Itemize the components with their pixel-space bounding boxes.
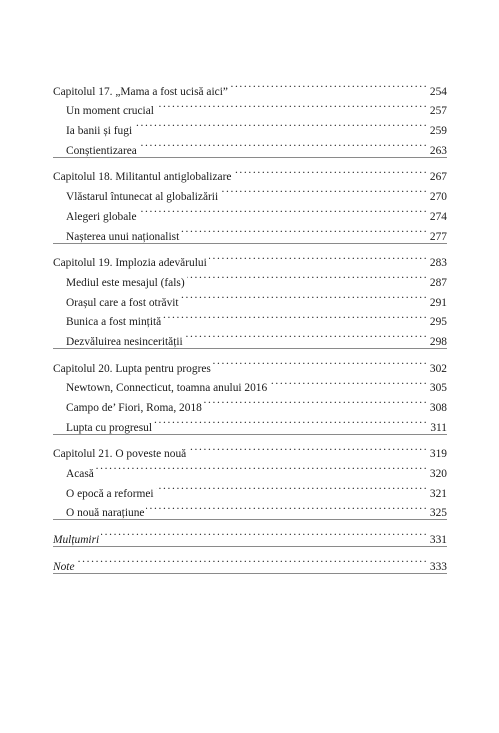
page-number: 295 [429,316,447,329]
chapter-title: Capitolul 19. Implozia adevărului [53,257,207,270]
page-number: 298 [429,335,447,348]
item-title: Orașul care a fost otrăvit [66,296,179,309]
dot-leader [96,457,426,477]
item-title: Bunica a fost mințită [66,316,162,329]
chapter-title: Capitolul 18. Militantul antiglobalizare [53,171,232,184]
dot-leader [209,247,426,267]
item-title: Conștientizarea [66,144,137,157]
toc-item [53,477,447,500]
toc-chapter-20 [53,352,447,375]
page-number: 291 [429,296,447,309]
page-number: 302 [429,362,447,375]
dot-leader [163,306,426,326]
page-number: 321 [429,487,447,500]
section-divider [53,573,447,574]
chapter-title: Capitolul 17. „Mama a fost ucisă aici” [53,85,228,98]
toc-chapter-18 [53,161,447,184]
page-number: 283 [429,257,447,270]
item-title: Acasă [66,468,94,481]
dot-leader [181,220,426,240]
dot-leader [77,550,426,570]
dot-leader [204,391,426,411]
item-title: Newtown, Connecticut, toamna anului 2016 [66,382,268,395]
toc-item [53,457,447,481]
toc-chapter-19 [53,247,447,270]
dot-leader [185,325,426,345]
page-number: 287 [429,276,447,289]
toc-acknowledgements [53,523,447,547]
dot-leader [187,266,426,286]
dot-leader [233,161,426,181]
page-number: 277 [429,230,447,243]
item-title: Nașterea unui naționalist [66,230,180,243]
page-number: 254 [429,85,447,98]
item-title: Mediul este mesajul (fals) [66,276,185,289]
dot-leader [213,352,426,372]
dot-leader [269,372,426,392]
dot-leader [181,286,426,306]
page-number: 325 [429,507,447,520]
item-title: Dezvăluirea nesincerității [66,335,183,348]
page-number: 320 [429,468,447,481]
chapter-title: Capitolul 21. O poveste nouă [53,448,187,461]
page-number: 263 [429,144,447,157]
item-title: Alegeri globale [66,210,137,223]
page-number: 259 [429,125,447,138]
page-number: 333 [429,560,447,573]
item-title: Campo de’ Fiori, Roma, 2018 [66,402,202,414]
dot-leader [134,114,426,134]
dot-leader [139,134,426,154]
dot-leader [220,180,426,200]
page-number: 267 [429,171,447,184]
dot-leader [154,411,426,431]
dot-leader [139,200,426,220]
section-divider [53,546,447,547]
back-matter-title: Note [53,560,75,573]
dot-leader [146,497,426,517]
item-title: Lupta cu progresul [66,421,153,434]
item-title: Vlăstarul întunecat al globalizării [66,191,219,204]
dot-leader [230,75,426,95]
dot-leader [156,95,426,115]
page-number: 257 [429,105,447,118]
table-of-contents [53,75,447,577]
page-number: 319 [429,448,447,461]
page-number: 311 [430,421,447,434]
page-number: 305 [429,382,447,395]
chapter-title: Capitolul 20. Lupta pentru progres [53,362,211,375]
item-title: O epocă a reformei [66,487,154,500]
dot-leader [188,438,426,458]
toc-chapter-17 [53,75,447,98]
toc-notes [53,550,447,573]
item-title: Ia banii și fugi [66,125,133,138]
dot-leader [101,523,426,543]
page-number: 270 [429,191,447,204]
item-title: Un moment crucial [66,105,154,118]
back-matter-title: Mulțumiri [53,534,100,547]
toc-chapter-21 [53,438,447,461]
page-number: 308 [429,402,447,414]
item-title: O nouă narațiune [66,507,145,520]
page-number: 331 [429,534,447,547]
dot-leader [156,477,426,497]
page-number: 274 [429,210,447,223]
